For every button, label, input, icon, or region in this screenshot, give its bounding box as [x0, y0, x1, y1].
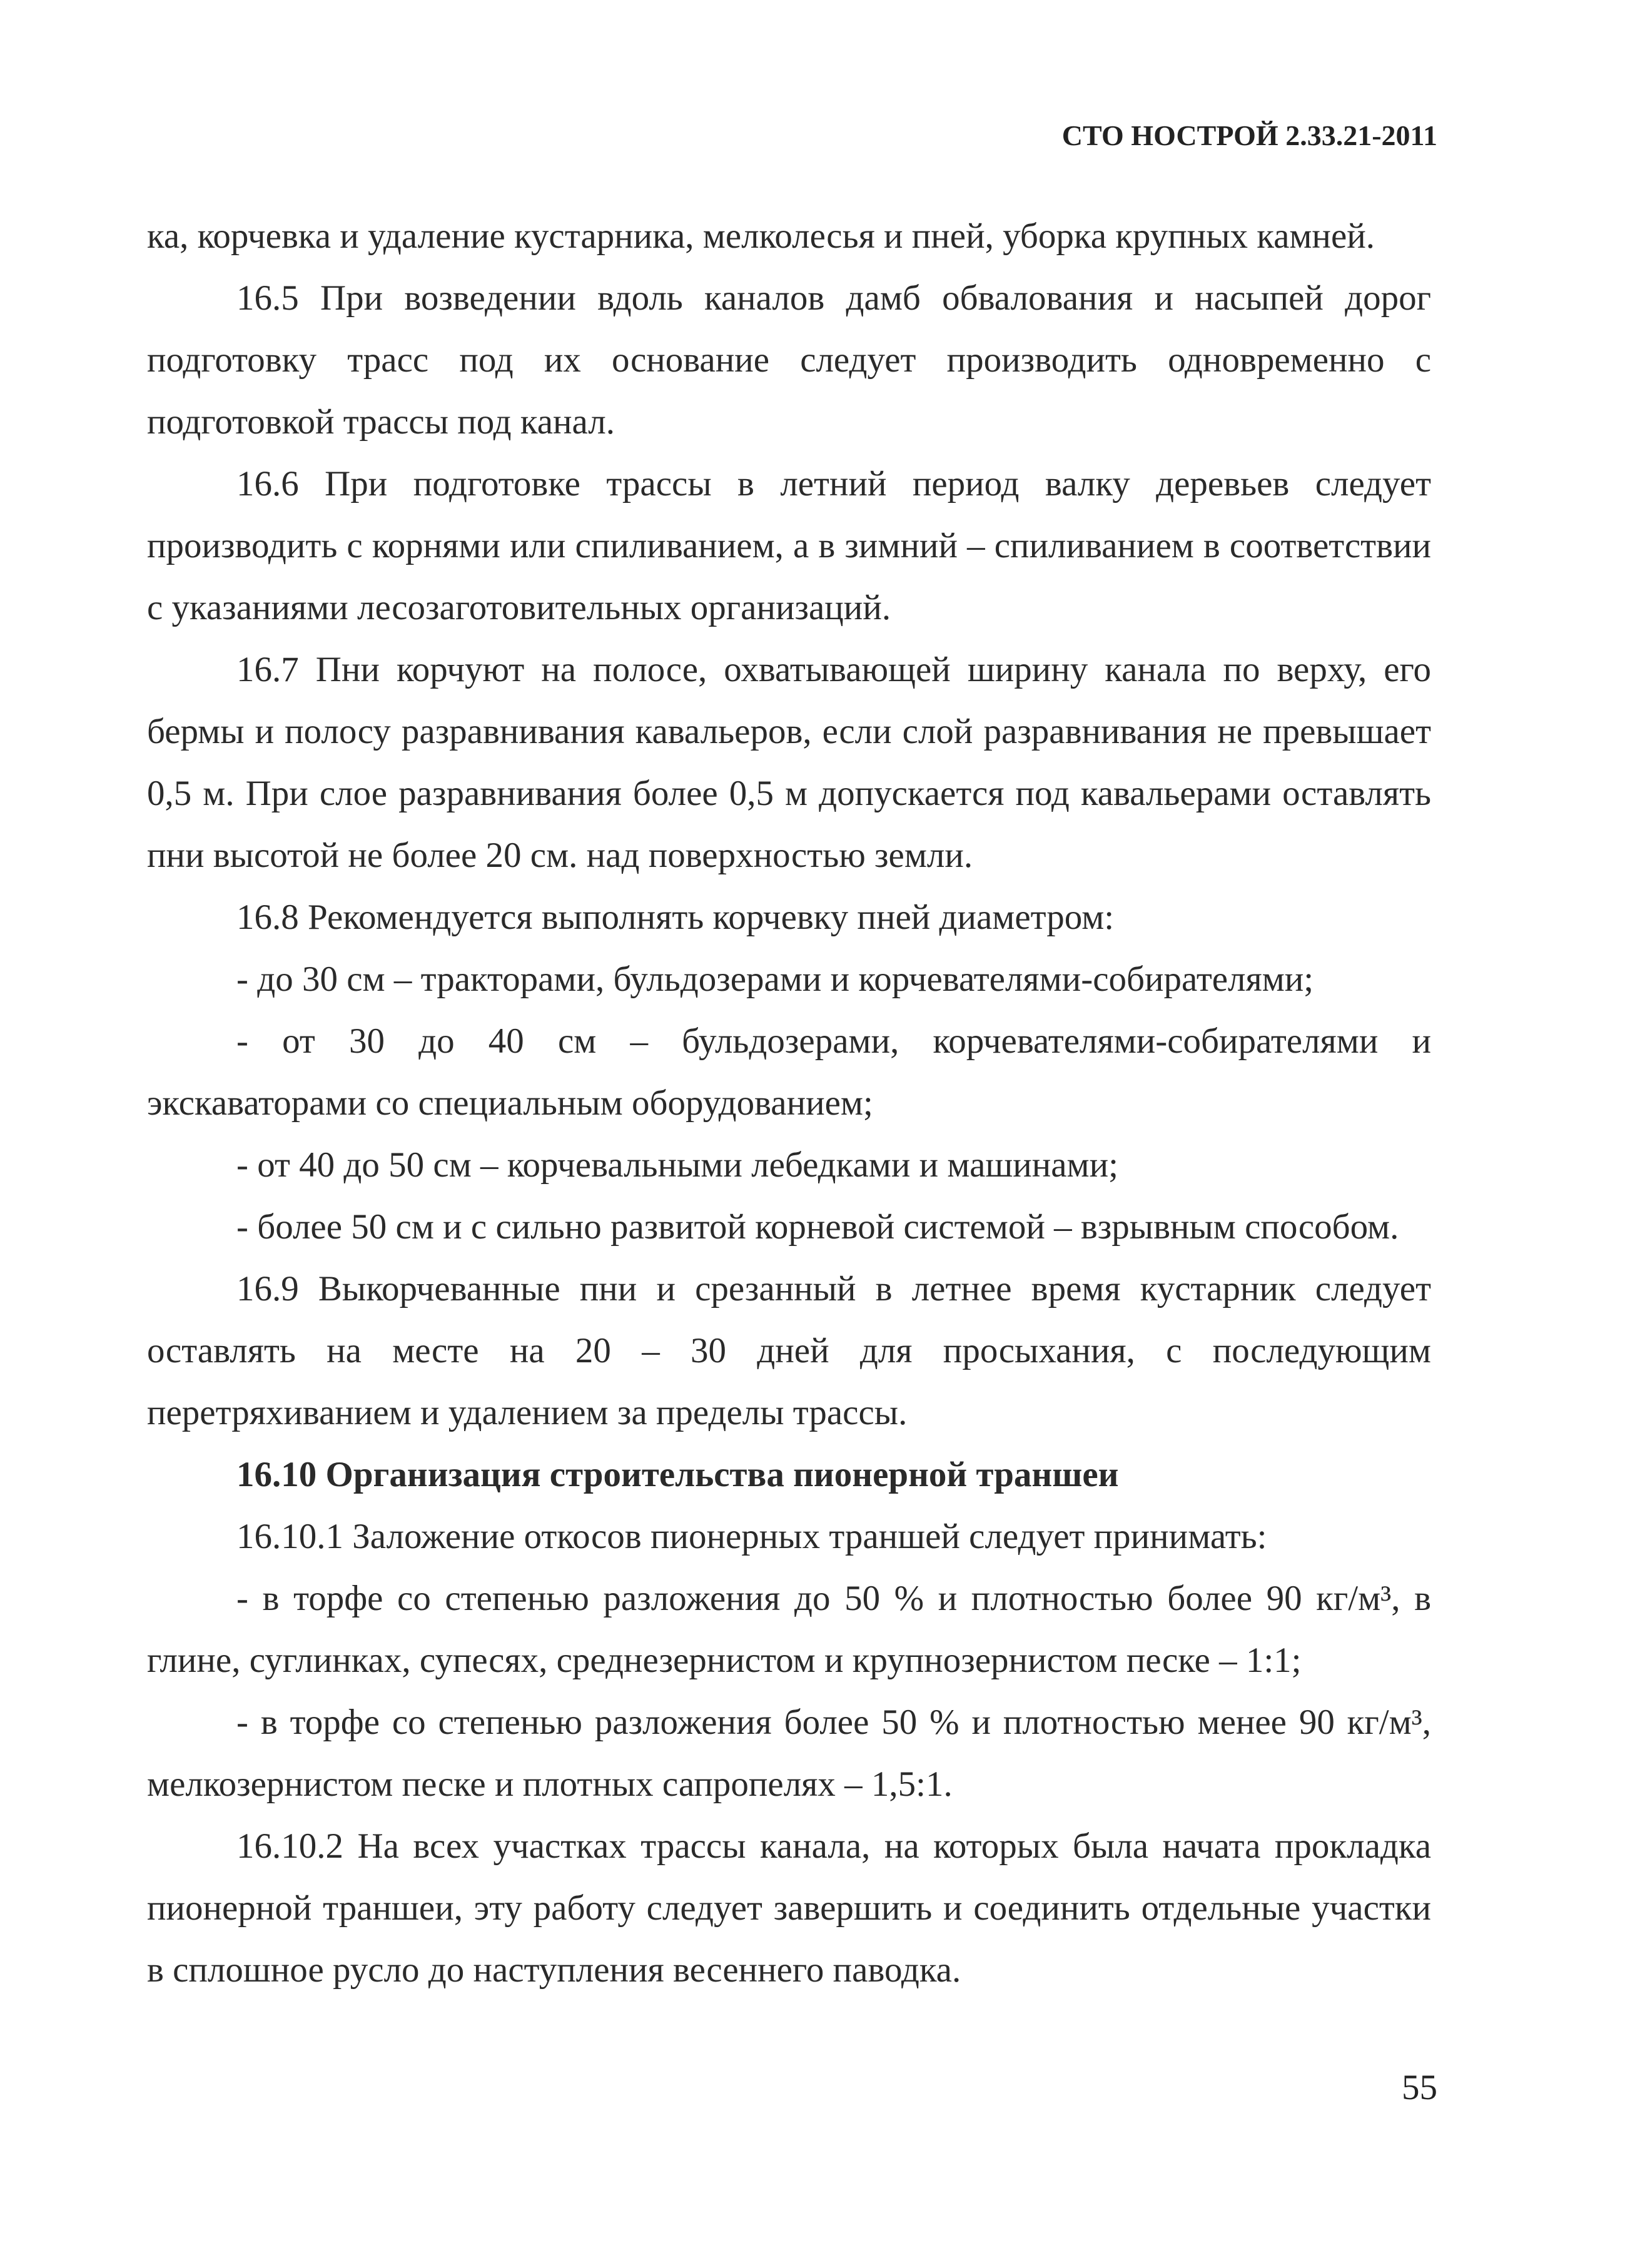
list-item: - в торфе со степенью разложения более 50 % и плотностью менее 90 кг/м³, мелкозернистом песке и плотных сапропелях – 1,5:1. — [147, 1703, 1431, 1804]
list-item: - от 30 до 40 см – бульдозерами, корчевателями-собирателями и экскаваторами со специальным оборудованием; — [147, 1021, 1431, 1123]
list-item: - до 30 см – тракторами, бульдозерами и корчевателями-собирателями; — [236, 959, 1314, 999]
paragraph-16-9: 16.9 Выкорчеванные пни и срезанный в летнее время кустарник следует оставлять на месте на 20 – 30 дней для просыхания, с последующим перетряхиванием и удалением за пределы трассы. — [147, 1269, 1431, 1432]
paragraph-16-5: 16.5 При возведении вдоль каналов дамб обвалования и насыпей дорог подготовку трасс под их основание следует производить одновременно с подготовкой трассы под канал. — [147, 278, 1431, 442]
list-item: - более 50 см и с сильно развитой корневой системой – взрывным способом. — [236, 1207, 1399, 1247]
paragraph-16-10-2: 16.10.2 На всех участках трассы канала, на которых была начата прокладка пионерной траншеи, эту работу следует завершить и соединить отдельные участки в сплошное русло до наступления весеннего паводка. — [147, 1826, 1431, 1990]
paragraph-continuation: ка, корчевка и удаление кустарника, мелколесья и пней, уборка крупных камней. — [147, 216, 1375, 256]
paragraph-16-10-1: 16.10.1 Заложение откосов пионерных траншей следует принимать: — [236, 1517, 1267, 1556]
page-number: 55 — [1402, 2068, 1437, 2107]
paragraph-16-7: 16.7 Пни корчуют на полосе, охватывающей ширину канала по верху, его бермы и полосу разравнивания кавальеров, если слой разравнивания не превышает 0,5 м. При слое разравнивания более 0,5 м допускается под кавальерами оставлять пни высотой не более 20 см. над поверхностью земли. — [147, 650, 1431, 875]
list-item: - от 40 до 50 см – корчевальными лебедками и машинами; — [236, 1145, 1118, 1185]
section-heading-16-10: 16.10 Организация строительства пионерной траншеи — [236, 1455, 1119, 1494]
document-body — [147, 205, 1431, 2001]
document-code-header: СТО НОСТРОЙ 2.33.21-2011 — [1061, 119, 1437, 151]
paragraph-16-8: 16.8 Рекомендуется выполнять корчевку пней диаметром: — [236, 898, 1115, 937]
paragraph-16-6: 16.6 При подготовке трассы в летний период валку деревьев следует производить с корнями или спиливанием, а в зимний – спиливанием в соответствии с указаниями лесозаготовительных организаций. — [147, 464, 1431, 627]
list-item: - в торфе со степенью разложения до 50 % и плотностью более 90 кг/м³, в глине, суглинках, супесях, среднезернистом и крупнозернистом песке – 1:1; — [147, 1579, 1431, 1680]
